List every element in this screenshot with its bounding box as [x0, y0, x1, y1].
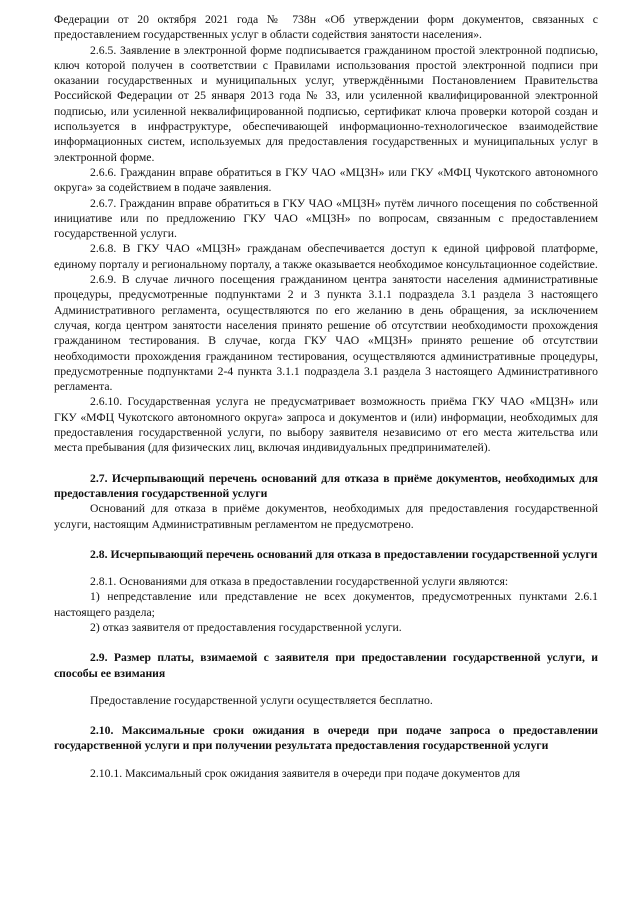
paragraph: 2.6.9. В случае личного посещения гражданином центра занятости населения административные процедуры, предусмотренные подпунктами 2 и 3 пункта 3.1.1 подраздела 3.1 раздела 3 настоящего Административного регламента, осуществляются по его желанию в день обращения, за исключением случая, когда центром занятости населения принято решение об отсутствии необходимости прохождения гражданином тестирования. В случае, когда ГКУ ЧАО «МЦЗН» принято решение об отсутствии необходимости прохождения гражданином тестирования, осуществляются административные процедуры, предусмотренные подпунктами 2-4 пункта 3.1.1 подраздела 3.1 раздела 3 настоящего Административного регламента. — [54, 273, 598, 394]
section-spacer — [54, 456, 598, 471]
section-spacer — [54, 532, 598, 547]
paragraph: 2.6.6. Гражданин вправе обратиться в ГКУ ЧАО «МЦЗН» или ГКУ «МФЦ Чукотского автономного округа» за содействием в подаче заявления. — [54, 165, 598, 195]
section-heading: 2.9. Размер платы, взимаемой с заявителя при предоставлении государственной услуги, и способы ее взимания — [54, 651, 598, 680]
paragraph: 2.6.10. Государственная услуга не предусматривает возможность приёма ГКУ ЧАО «МЦЗН» или ГКУ «МФЦ Чукотского автономного округа» запроса и документов и (или) информации, необходимых для предоставления государственной услуги, по выбору заявителя независимо от его места жительства или места пребывания (для физических лиц, включая индивидуальных предпринимателей). — [54, 395, 598, 455]
paragraph: 2.8.1. Основаниями для отказа в предоставлении государственной услуги являются: — [90, 575, 509, 589]
paragraph: 2.6.7. Гражданин вправе обратиться в ГКУ ЧАО «МЦЗН» путём личного посещения по собственной инициативе или по предложению ГКУ ЧАО «МЦЗН» по вопросам, связанным с предоставлением государственной услуги. — [54, 196, 598, 241]
section-heading: 2.10. Максимальные сроки ожидания в очереди при подаче запроса о предоставлении государственной услуги и при получении результата предоставления государственной услуги — [54, 724, 598, 753]
section-spacer — [54, 562, 598, 574]
document-page — [54, 12, 598, 781]
section-heading: 2.7. Исчерпывающий перечень оснований для отказа в приёме документов, необходимых для предоставления государственной услуги — [54, 471, 598, 500]
paragraph: 2.6.8. В ГКУ ЧАО «МЦЗН» гражданам обеспечивается доступ к единой цифровой платформе, единому порталу и региональному порталу, а также оказывается необходимое консультационное содействие. — [54, 242, 598, 271]
paragraph: Федерации от 20 октября 2021 года № 738н «Об утверждении форм документов, связанных с предоставлением государственных услуг в области содействия занятости населения». — [54, 13, 598, 42]
paragraph: 2.6.5. Заявление в электронной форме подписывается гражданином простой электронной подписью, ключ которой получен в соответствии с Правилами использования простой электронной подписи при оказании государственных и муниципальных услуг, утверждёнными Постановлением Правительства Российской Федерации от 25 января 2013 года № 33, или усиленной квалифицированной электронной подписью, или усиленной неквалифицированной подписью, сертификат ключа проверки которой создан и используется в инфраструктуре, обеспечивающей информационно-технологическое взаимодействие информационных систем, используемых для предоставления государственных и муниципальных услуг в электронной форме. — [54, 43, 598, 164]
section-heading: 2.8. Исчерпывающий перечень оснований для отказа в предоставлении государственной услуги — [90, 547, 598, 561]
paragraph: 2) отказ заявителя от предоставления государственной услуги. — [90, 620, 402, 634]
section-spacer — [54, 635, 598, 650]
section-spacer — [54, 681, 598, 693]
section-spacer — [54, 754, 598, 766]
paragraph: Оснований для отказа в приёме документов, необходимых для предоставления государственной услуги, настоящим Административным регламентом не предусмотрено. — [54, 502, 598, 531]
paragraph: 1) непредставление или представление не всех документов, предусмотренных пунктами 2.6.1 настоящего раздела; — [54, 590, 598, 619]
section-spacer — [54, 708, 598, 723]
paragraph: Предоставление государственной услуги осуществляется бесплатно. — [90, 693, 433, 707]
paragraph: 2.10.1. Максимальный срок ожидания заявителя в очереди при подаче документов для — [90, 766, 521, 780]
